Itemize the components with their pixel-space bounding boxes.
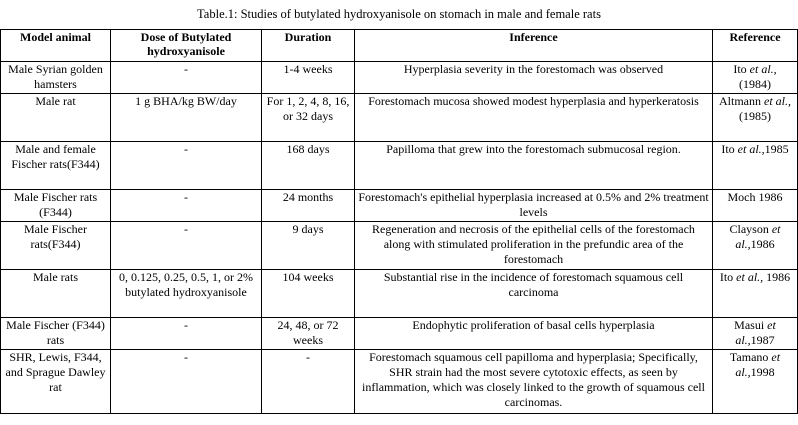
cell-dose: - — [111, 190, 262, 222]
cell-inference: Forestomach's epithelial hyperplasia increased at 0.5% and 2% treatment levels — [355, 190, 713, 222]
ref-author: Altmann — [719, 94, 764, 108]
ref-author: Masui — [734, 318, 768, 332]
cell-duration: 24 months — [262, 190, 355, 222]
cell-inference: Regeneration and necrosis of the epithelial cells of the forestomach along with stimulated proliferation in the prefundic area of the forestomach — [355, 222, 713, 270]
cell-animal: Male Fischer rats (F344) — [1, 190, 111, 222]
table-caption: Table.1: Studies of butylated hydroxyanisole on stomach in male and female rats — [197, 7, 601, 21]
ref-author: Ito — [719, 270, 737, 284]
cell-reference — [713, 222, 798, 270]
cell-inference: Forestomach mucosa showed modest hyperplasia and hyperkeratosis — [355, 94, 713, 142]
header-duration: Duration — [262, 30, 355, 62]
table-row — [1, 62, 798, 94]
ref-author: Ito — [733, 62, 750, 76]
cell-dose: - — [111, 142, 262, 190]
cell-animal: Male and female Fischer rats(F344) — [1, 142, 111, 190]
cell-duration: 9 days — [262, 222, 355, 270]
ref-etal: et al., — [749, 62, 777, 76]
cell-inference: Forestomach squamous cell papilloma and hyperplasia; Specifically, SHR strain had the most severe cytotoxic effects, as seen by inflammation, which was closely linked to the growth of squamous cell carcinomas. — [355, 350, 713, 414]
cell-animal: Male Fischer (F344) rats — [1, 318, 111, 350]
ref-author: Ito — [721, 142, 738, 156]
cell-duration: For 1, 2, 4, 8, 16, or 32 days — [262, 94, 355, 142]
ref-year: 1986 — [763, 270, 791, 284]
ref-etal: et al., — [735, 222, 781, 251]
ref-year: 1985 — [764, 142, 789, 156]
cell-dose: 1 g BHA/kg BW/day — [111, 94, 262, 142]
table-row — [1, 94, 798, 142]
cell-inference: Papilloma that grew into the forestomach submucosal region. — [355, 142, 713, 190]
cell-reference — [713, 318, 798, 350]
table-row — [1, 318, 798, 350]
cell-reference — [713, 350, 798, 414]
ref-etal: et al., — [736, 270, 764, 284]
table-row — [1, 270, 798, 318]
table-row — [1, 142, 798, 190]
ref-year: 1986 — [750, 237, 775, 251]
ref-etal: et al., — [735, 318, 776, 347]
cell-inference: Substantial rise in the incidence of forestomach squamous cell carcinoma — [355, 270, 713, 318]
cell-reference — [713, 94, 798, 142]
ref-author: Moch 1986 — [727, 190, 783, 204]
cell-inference: Hyperplasia severity in the forestomach was observed — [355, 62, 713, 94]
cell-animal: SHR, Lewis, F344, and Sprague Dawley rat — [1, 350, 111, 414]
cell-duration: 168 days — [262, 142, 355, 190]
ref-etal: et al., — [737, 142, 765, 156]
bha-studies-table — [0, 29, 798, 414]
ref-year: (1985) — [739, 109, 771, 123]
ref-etal: et al., — [735, 350, 781, 379]
cell-animal: Male Syrian golden hamsters — [1, 62, 111, 94]
table-row — [1, 222, 798, 270]
cell-dose: 0, 0.125, 0.25, 0.5, 1, or 2% butylated hydroxyanisole — [111, 270, 262, 318]
cell-dose: - — [111, 350, 262, 414]
cell-reference — [713, 142, 798, 190]
table-row — [1, 350, 798, 414]
ref-author: Tamano — [729, 350, 772, 364]
cell-duration: - — [262, 350, 355, 414]
table-header-row — [1, 30, 798, 62]
cell-reference — [713, 190, 798, 222]
cell-reference — [713, 62, 798, 94]
header-inference: Inference — [355, 30, 713, 62]
cell-inference: Endophytic proliferation of basal cells hyperplasia — [355, 318, 713, 350]
header-model-animal: Model animal — [1, 30, 111, 62]
cell-dose: - — [111, 318, 262, 350]
cell-duration: 24, 48, or 72 weeks — [262, 318, 355, 350]
ref-author: Clayson — [729, 222, 772, 236]
ref-year: 1987 — [750, 333, 775, 347]
cell-animal: Male rat — [1, 94, 111, 142]
header-dose: Dose of Butylated hydroxyanisole — [111, 30, 262, 62]
cell-dose: - — [111, 62, 262, 94]
table-row — [1, 190, 798, 222]
cell-animal: Male Fischer rats(F344) — [1, 222, 111, 270]
cell-duration: 104 weeks — [262, 270, 355, 318]
ref-etal: et al., — [764, 94, 791, 108]
cell-duration: 1-4 weeks — [262, 62, 355, 94]
header-reference: Reference — [713, 30, 798, 62]
cell-dose: - — [111, 222, 262, 270]
ref-year: 1998 — [750, 365, 775, 379]
ref-year: (1984) — [739, 77, 771, 91]
cell-animal: Male rats — [1, 270, 111, 318]
cell-reference — [713, 270, 798, 318]
